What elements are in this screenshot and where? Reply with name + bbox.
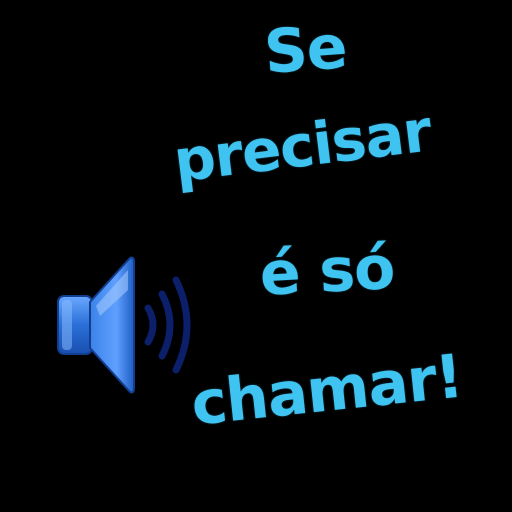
sound-wave-large	[176, 280, 187, 370]
caption-line-2: precisar	[170, 96, 435, 196]
speaker-volume-icon	[50, 250, 210, 400]
caption-line-3: é só	[258, 232, 396, 310]
sound-wave-small	[148, 308, 153, 342]
caption-line-1: Se	[262, 12, 349, 88]
sound-wave-medium	[162, 294, 170, 356]
caption-line-4: chamar!	[188, 341, 466, 440]
